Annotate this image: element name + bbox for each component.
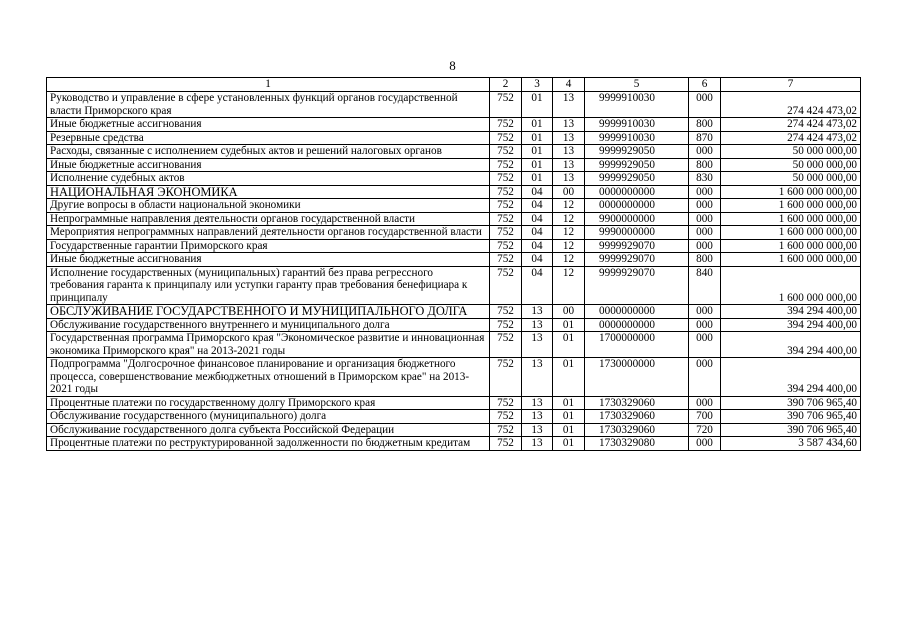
expense-type-cell: 800 (689, 158, 721, 172)
target-article-cell: 9999910030 (585, 118, 689, 132)
table-row (47, 253, 861, 267)
subsection-code-cell: 01 (553, 318, 585, 332)
header-cell: 7 (721, 78, 861, 92)
subsection-code-cell: 13 (553, 145, 585, 159)
subsection-code-cell: 12 (553, 266, 585, 305)
amount-cell: 50 000 000,00 (721, 145, 861, 159)
expense-name-cell: Иные бюджетные ассигнования (47, 158, 490, 172)
table-row (47, 172, 861, 186)
expense-name-cell: Иные бюджетные ассигнования (47, 253, 490, 267)
target-article-cell: 1730329060 (585, 410, 689, 424)
amount-cell: 1 600 000 000,00 (721, 253, 861, 267)
table-row (47, 305, 861, 319)
target-article-cell: 0000000000 (585, 305, 689, 319)
expense-name-cell: Руководство и управление в сфере установленных функций органов государственной власти Приморского края (47, 92, 490, 118)
header-row (47, 78, 861, 92)
target-article-cell: 1730329060 (585, 396, 689, 410)
amount-cell: 1 600 000 000,00 (721, 226, 861, 240)
page-number: 8 (449, 58, 456, 73)
subsection-code-cell: 12 (553, 226, 585, 240)
expense-name-cell: Исполнение государственных (муниципальных) гарантий без права регрессного требования гаранта к принципалу или уступки гаранту прав требования бенефициара к принципалу (47, 266, 490, 305)
amount-cell: 1 600 000 000,00 (721, 266, 861, 305)
section-code-cell: 04 (522, 185, 553, 199)
target-article-cell: 9999929070 (585, 239, 689, 253)
target-article-cell: 9999929050 (585, 145, 689, 159)
expense-name-cell: Непрограммные направления деятельности органов государственной власти (47, 212, 490, 226)
section-code-cell: 04 (522, 212, 553, 226)
expense-name-cell: Процентные платежи по реструктурированной задолженности по бюджетным кредитам (47, 437, 490, 451)
expense-type-cell: 830 (689, 172, 721, 186)
section-code-cell: 13 (522, 318, 553, 332)
target-article-cell: 9900000000 (585, 212, 689, 226)
expense-type-cell: 000 (689, 318, 721, 332)
expense-name-cell: Государственная программа Приморского края "Экономическое развитие и инновационная экономика Приморского края" на 2013-2021 годы (47, 332, 490, 358)
header-cell: 6 (689, 78, 721, 92)
grbs-code-cell: 752 (490, 131, 522, 145)
target-article-cell: 9999910030 (585, 131, 689, 145)
grbs-code-cell: 752 (490, 305, 522, 319)
grbs-code-cell: 752 (490, 185, 522, 199)
expense-name-cell: Иные бюджетные ассигнования (47, 118, 490, 132)
expense-name-cell: Процентные платежи по государственному долгу Приморского края (47, 396, 490, 410)
grbs-code-cell: 752 (490, 199, 522, 213)
section-code-cell: 13 (522, 396, 553, 410)
grbs-code-cell: 752 (490, 423, 522, 437)
expense-type-cell: 000 (689, 332, 721, 358)
expense-name-cell: Обслуживание государственного (муниципального) долга (47, 410, 490, 424)
section-code-cell: 13 (522, 358, 553, 397)
table-row (47, 158, 861, 172)
grbs-code-cell: 752 (490, 396, 522, 410)
target-article-cell: 9999929050 (585, 172, 689, 186)
expense-type-cell: 720 (689, 423, 721, 437)
expense-type-cell: 000 (689, 199, 721, 213)
expense-name-cell: НАЦИОНАЛЬНАЯ ЭКОНОМИКА (47, 185, 490, 199)
subsection-code-cell: 12 (553, 253, 585, 267)
target-article-cell: 9990000000 (585, 226, 689, 240)
header-cell: 5 (585, 78, 689, 92)
target-article-cell: 9999929070 (585, 266, 689, 305)
target-article-cell: 1730000000 (585, 358, 689, 397)
subsection-code-cell: 01 (553, 358, 585, 397)
subsection-code-cell: 13 (553, 92, 585, 118)
grbs-code-cell: 752 (490, 410, 522, 424)
expense-type-cell: 000 (689, 185, 721, 199)
expense-name-cell: Обслуживание государственного долга субъекта Российской Федерации (47, 423, 490, 437)
amount-cell: 50 000 000,00 (721, 158, 861, 172)
grbs-code-cell: 752 (490, 253, 522, 267)
table-row (47, 145, 861, 159)
expense-type-cell: 000 (689, 358, 721, 397)
expense-name-cell: Государственные гарантии Приморского края (47, 239, 490, 253)
expense-type-cell: 870 (689, 131, 721, 145)
table-row (47, 266, 861, 305)
subsection-code-cell: 12 (553, 239, 585, 253)
amount-cell: 274 424 473,02 (721, 131, 861, 145)
expense-type-cell: 840 (689, 266, 721, 305)
section-code-cell: 04 (522, 226, 553, 240)
subsection-code-cell: 13 (553, 158, 585, 172)
section-code-cell: 13 (522, 423, 553, 437)
grbs-code-cell: 752 (490, 437, 522, 451)
table-body (47, 78, 861, 451)
expense-name-cell: Другие вопросы в области национальной экономики (47, 199, 490, 213)
expense-type-cell: 700 (689, 410, 721, 424)
target-article-cell: 9999929070 (585, 253, 689, 267)
grbs-code-cell: 752 (490, 226, 522, 240)
subsection-code-cell: 01 (553, 410, 585, 424)
budget-table (46, 77, 861, 451)
section-code-cell: 13 (522, 437, 553, 451)
table-row (47, 199, 861, 213)
table-row (47, 92, 861, 118)
expense-name-cell: Расходы, связанные с исполнением судебных актов и решений налоговых органов (47, 145, 490, 159)
section-code-cell: 01 (522, 172, 553, 186)
table-row (47, 396, 861, 410)
amount-cell: 1 600 000 000,00 (721, 199, 861, 213)
header-cell: 4 (553, 78, 585, 92)
expense-type-cell: 000 (689, 239, 721, 253)
grbs-code-cell: 752 (490, 332, 522, 358)
subsection-code-cell: 00 (553, 305, 585, 319)
target-article-cell: 1730329080 (585, 437, 689, 451)
subsection-code-cell: 01 (553, 396, 585, 410)
header-cell: 2 (490, 78, 522, 92)
subsection-code-cell: 01 (553, 423, 585, 437)
table-row (47, 410, 861, 424)
amount-cell: 390 706 965,40 (721, 423, 861, 437)
expense-name-cell: Мероприятия непрограммных направлений деятельности органов государственной власти (47, 226, 490, 240)
subsection-code-cell: 12 (553, 212, 585, 226)
grbs-code-cell: 752 (490, 92, 522, 118)
amount-cell: 394 294 400,00 (721, 318, 861, 332)
expense-type-cell: 000 (689, 145, 721, 159)
section-code-cell: 13 (522, 305, 553, 319)
expense-type-cell: 000 (689, 396, 721, 410)
target-article-cell: 1700000000 (585, 332, 689, 358)
grbs-code-cell: 752 (490, 318, 522, 332)
section-code-cell: 01 (522, 158, 553, 172)
section-code-cell: 04 (522, 266, 553, 305)
amount-cell: 1 600 000 000,00 (721, 239, 861, 253)
subsection-code-cell: 13 (553, 118, 585, 132)
amount-cell: 390 706 965,40 (721, 396, 861, 410)
table-row (47, 118, 861, 132)
expense-type-cell: 000 (689, 226, 721, 240)
table-row (47, 185, 861, 199)
expense-name-cell: Обслуживание государственного внутреннего и муниципального долга (47, 318, 490, 332)
subsection-code-cell: 13 (553, 131, 585, 145)
table-row (47, 332, 861, 358)
subsection-code-cell: 01 (553, 332, 585, 358)
subsection-code-cell: 00 (553, 185, 585, 199)
grbs-code-cell: 752 (490, 118, 522, 132)
amount-cell: 394 294 400,00 (721, 332, 861, 358)
expense-name-cell: Подпрограмма "Долгосрочное финансовое планирование и организация бюджетного процесса, совершенствование межбюджетных отношений в Приморском крае" на 2013-2021 годы (47, 358, 490, 397)
target-article-cell: 1730329060 (585, 423, 689, 437)
amount-cell: 394 294 400,00 (721, 305, 861, 319)
grbs-code-cell: 752 (490, 145, 522, 159)
section-code-cell: 04 (522, 239, 553, 253)
target-article-cell: 0000000000 (585, 199, 689, 213)
section-code-cell: 01 (522, 131, 553, 145)
target-article-cell: 0000000000 (585, 318, 689, 332)
target-article-cell: 0000000000 (585, 185, 689, 199)
expense-type-cell: 800 (689, 118, 721, 132)
amount-cell: 1 600 000 000,00 (721, 212, 861, 226)
grbs-code-cell: 752 (490, 158, 522, 172)
grbs-code-cell: 752 (490, 239, 522, 253)
amount-cell: 394 294 400,00 (721, 358, 861, 397)
section-code-cell: 04 (522, 199, 553, 213)
table-row (47, 423, 861, 437)
grbs-code-cell: 752 (490, 358, 522, 397)
amount-cell: 1 600 000 000,00 (721, 185, 861, 199)
section-code-cell: 01 (522, 118, 553, 132)
table-row (47, 212, 861, 226)
table-row (47, 358, 861, 397)
table-row (47, 437, 861, 451)
table-row (47, 226, 861, 240)
expense-name-cell: Исполнение судебных актов (47, 172, 490, 186)
subsection-code-cell: 01 (553, 437, 585, 451)
header-cell: 1 (47, 78, 490, 92)
section-code-cell: 13 (522, 332, 553, 358)
section-code-cell: 01 (522, 145, 553, 159)
grbs-code-cell: 752 (490, 212, 522, 226)
expense-type-cell: 000 (689, 212, 721, 226)
amount-cell: 3 587 434,60 (721, 437, 861, 451)
subsection-code-cell: 12 (553, 199, 585, 213)
table-row (47, 131, 861, 145)
amount-cell: 390 706 965,40 (721, 410, 861, 424)
target-article-cell: 9999929050 (585, 158, 689, 172)
table-row (47, 239, 861, 253)
section-code-cell: 04 (522, 253, 553, 267)
amount-cell: 50 000 000,00 (721, 172, 861, 186)
amount-cell: 274 424 473,02 (721, 118, 861, 132)
subsection-code-cell: 13 (553, 172, 585, 186)
section-code-cell: 01 (522, 92, 553, 118)
expense-name-cell: ОБСЛУЖИВАНИЕ ГОСУДАРСТВЕННОГО И МУНИЦИПАЛЬНОГО ДОЛГА (47, 305, 490, 319)
section-code-cell: 13 (522, 410, 553, 424)
grbs-code-cell: 752 (490, 172, 522, 186)
expense-name-cell: Резервные средства (47, 131, 490, 145)
expense-type-cell: 000 (689, 92, 721, 118)
expense-type-cell: 000 (689, 437, 721, 451)
amount-cell: 274 424 473,02 (721, 92, 861, 118)
grbs-code-cell: 752 (490, 266, 522, 305)
expense-type-cell: 000 (689, 305, 721, 319)
table-row (47, 318, 861, 332)
header-cell: 3 (522, 78, 553, 92)
expense-type-cell: 800 (689, 253, 721, 267)
target-article-cell: 9999910030 (585, 92, 689, 118)
